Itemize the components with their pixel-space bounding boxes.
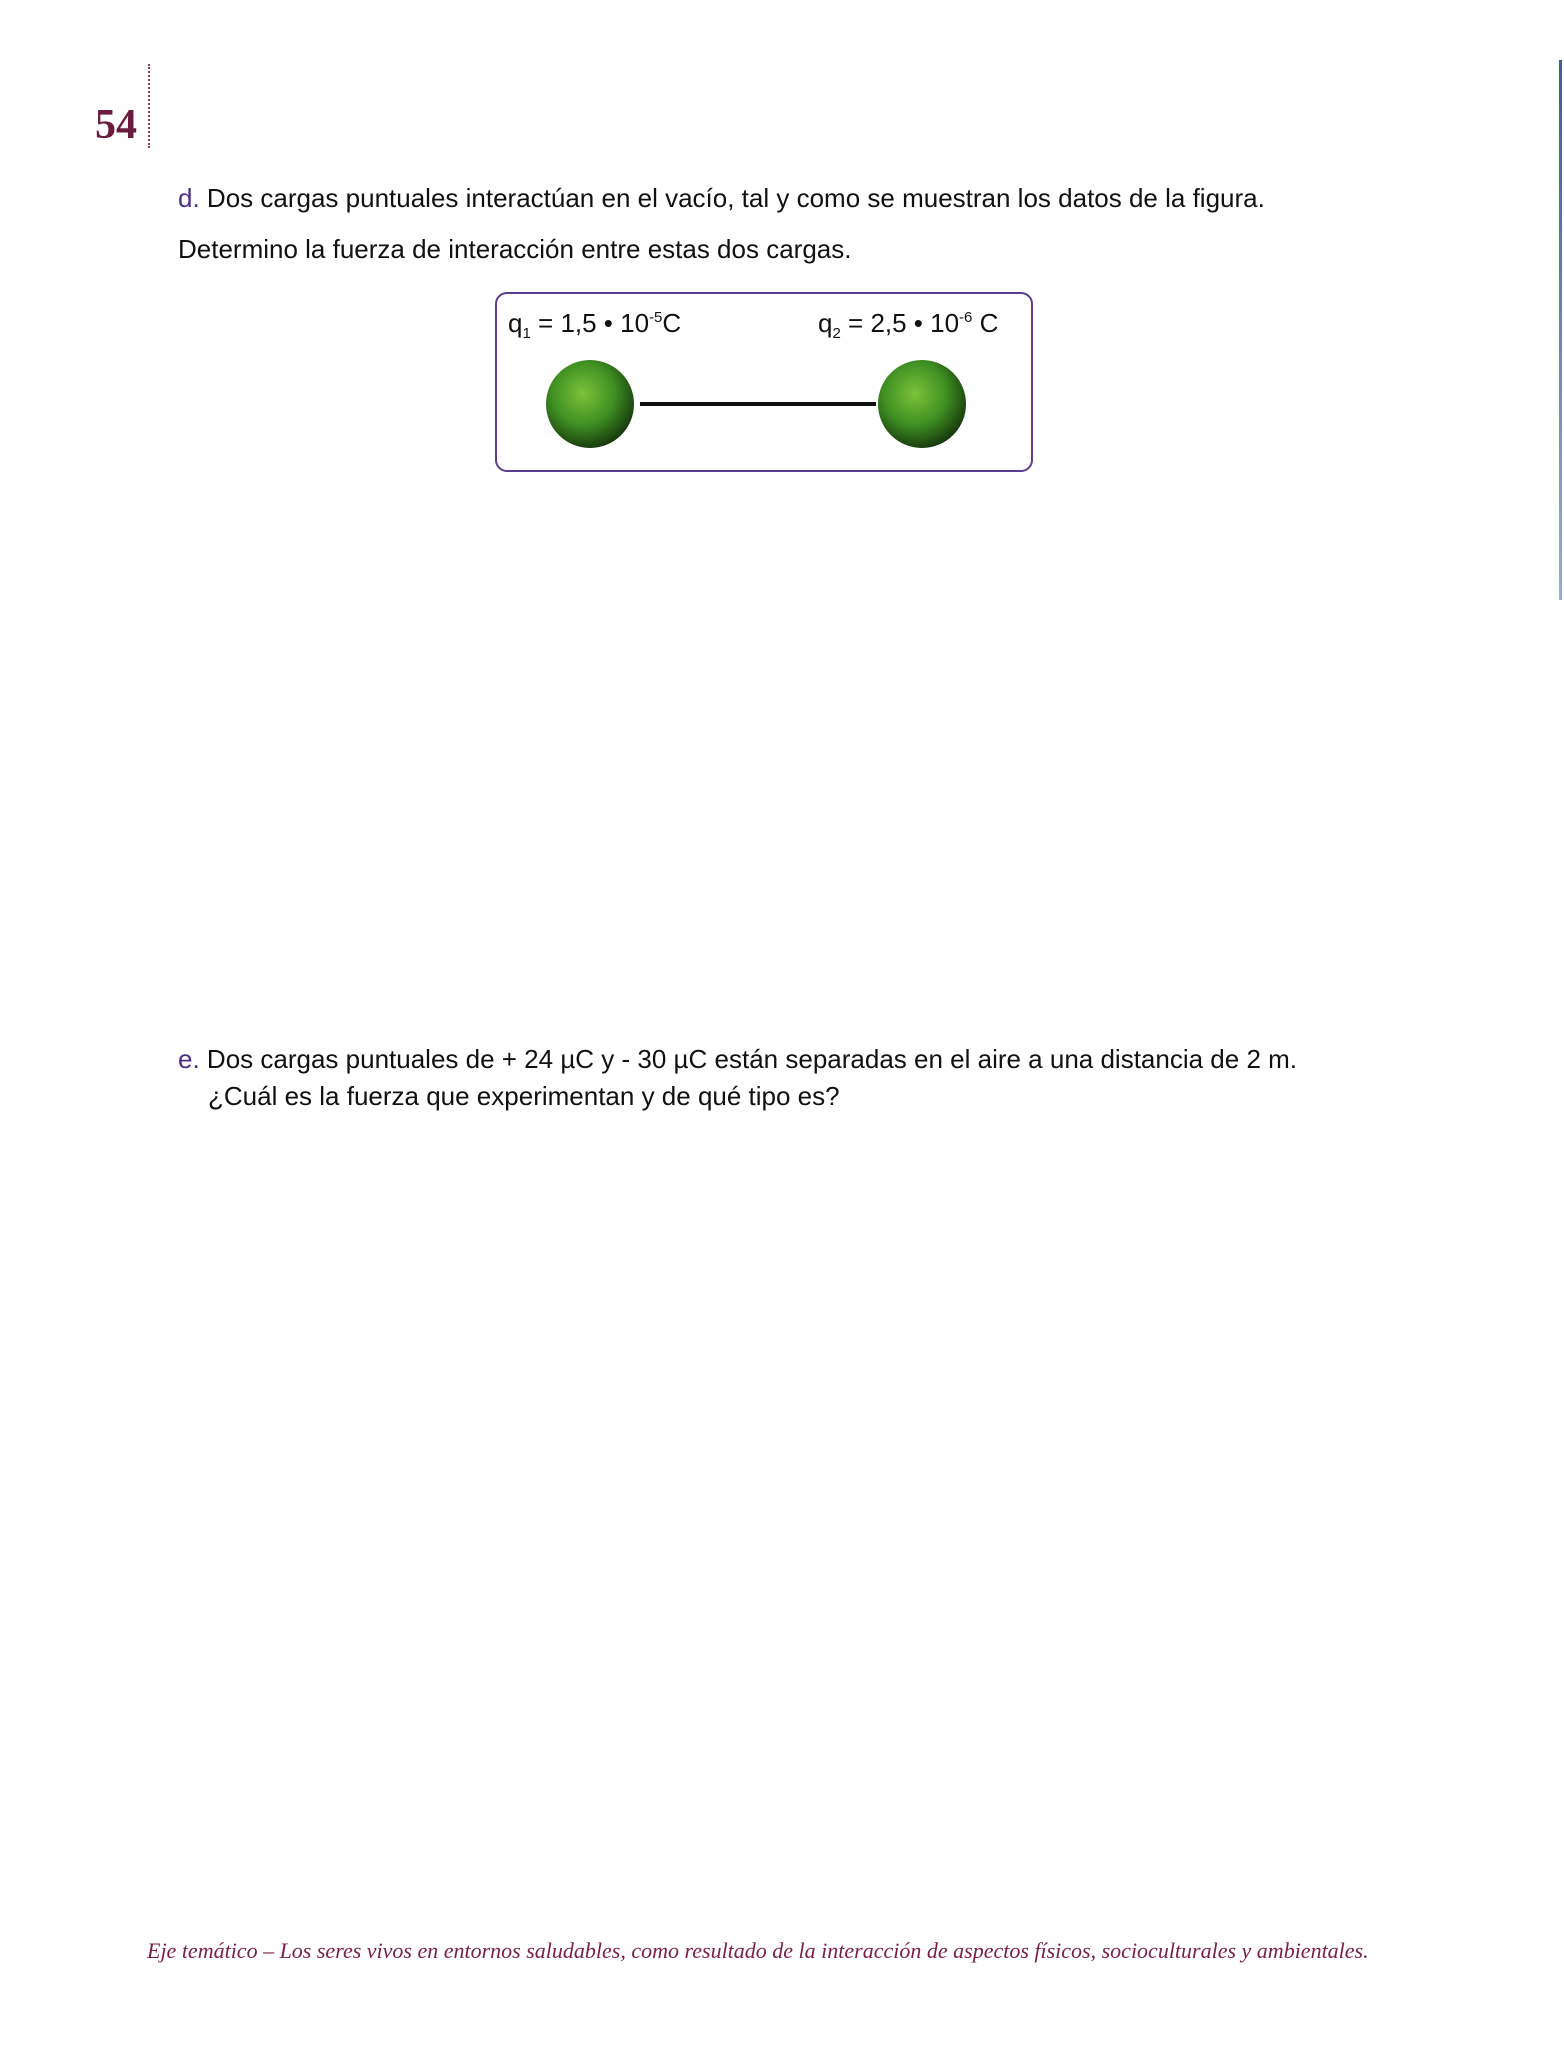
question-e-line2: ¿Cuál es la fuerza que experimentan y de qué tipo es? <box>208 1081 840 1111</box>
question-e-text: Dos cargas puntuales de + 24 µC y - 30 µC están separadas en el aire a una distancia de 2 m. <box>206 1044 1298 1074</box>
charge-q1-sphere <box>546 360 634 448</box>
question-d-line2: Determino la fuerza de interacción entre estas dos cargas. <box>178 234 852 264</box>
margin-divider <box>148 64 150 148</box>
charge-q2-label: $q_2 = 2,5$ • $10^{-6}$ C <box>818 308 999 342</box>
question-e-label: e. <box>178 1044 200 1074</box>
question-d-label: d. <box>178 183 200 213</box>
charges-diagram <box>495 340 1035 470</box>
question-d-line1 <box>178 181 1265 215</box>
footer-theme: Eje temático – Los seres vivos en entornos saludables, como resultado de la interacción de aspectos físicos, socioculturales y ambientales. <box>147 1938 1369 1963</box>
question-e-line1 <box>178 1042 1297 1076</box>
charge-q1-label: $q_1 = 1,5$ • $10^{-5}C$ <box>508 308 682 342</box>
charge-q2-sphere <box>878 360 966 448</box>
question-d-text: Dos cargas puntuales interactúan en el vacío, tal y como se muestran los datos de la figura. <box>206 183 1265 213</box>
page-edge-line <box>1559 60 1562 600</box>
page-number: 54 <box>95 102 137 148</box>
